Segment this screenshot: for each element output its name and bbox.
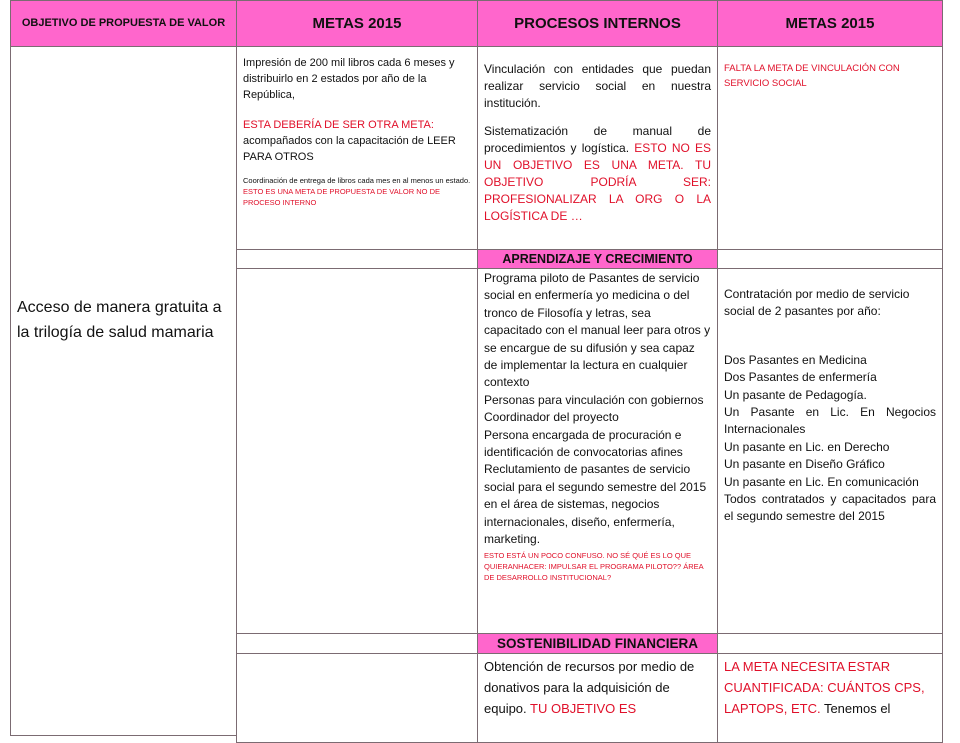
row1-metas-2	[717, 46, 943, 250]
objective-cell	[10, 46, 237, 736]
row2-meta-line: Un Pasante en Lic. En Negocios Internacionales	[724, 405, 936, 437]
header-metas-2-label: METAS 2015	[785, 15, 875, 32]
row2-meta-line: Un pasante en Lic. En comunicación	[724, 474, 919, 489]
row1-meta-b-note: ESTA DEBERÍA DE SER OTRA META:	[243, 119, 434, 131]
header-procesos	[477, 0, 718, 47]
header-metas-1-label: METAS 2015	[312, 15, 402, 32]
row2-metas-2	[717, 268, 943, 634]
header-objective-label: OBJETIVO DE PROPUESTA DE VALOR	[21, 17, 226, 29]
row1-meta-b-text: acompañados con la capacitación de LEER PARA OTROS	[243, 135, 456, 163]
header-objective	[10, 0, 237, 47]
row1-metas	[236, 46, 478, 250]
row3-meta-note: LA META NECESITA ESTAR CUANTIFICADA: CUÁNTOS CPS, LAPTOPS, ETC.	[724, 659, 925, 716]
row2-meta-intro: Contratación por medio de servicio social de 2 pasantes por año:	[724, 287, 910, 319]
row2-proc-line: Persona encargada de procuración e identificación de convocatorias afines	[484, 427, 683, 460]
row2-meta-line: Un pasante en Diseño Gráfico	[724, 457, 885, 472]
header-metas-2	[717, 0, 943, 47]
section-learning-right	[717, 249, 943, 269]
row1-procesos	[477, 46, 718, 250]
row1-meta-a: Impresión de 200 mil libros cada 6 meses y distribuirlo en 2 estados por año de la República,	[243, 57, 455, 101]
row2-proc-line: Coordinador del proyecto	[484, 410, 619, 425]
row2-proc-line: Reclutamiento de pasantes de servicio social para el segundo semestre del 2015 en el área de sistemas, negocios internacionales, diseño, enfermería, marketing.	[484, 462, 707, 547]
row3-meta	[718, 654, 942, 719]
row1-meta-c-text: Coordinación de entrega de libros cada mes en al menos un estado.	[243, 176, 471, 185]
section-finance-label: SOSTENIBILIDAD FINANCIERA	[496, 636, 698, 651]
row3-proc	[478, 654, 717, 719]
row2-meta-line: Todos contratados y capacitados para el segundo semestre del 2015	[724, 492, 936, 524]
section-learning-left	[236, 249, 478, 269]
header-metas-1	[236, 0, 478, 47]
row2-procesos	[477, 268, 718, 634]
row1-meta-c	[243, 175, 471, 208]
section-finance-left	[236, 633, 478, 654]
row3-procesos	[477, 653, 718, 743]
section-finance	[477, 633, 718, 654]
row2-proc-note: ESTO ESTÁ UN POCO CONFUSO. NO SÉ QUÉ ES LO QUE QUIERANHACER: IMPULSAR EL PROGRAMA PILOTO?? ÁREA DE DESARROLLO INSTITUCIONAL?	[484, 550, 704, 582]
row1-proc-b-text: Sistematización de manual de procedimientos y logística.	[484, 124, 711, 155]
row2-proc-line: Programa piloto de Pasantes de servicio social en enfermería yo medicina o del tronco de Filosofía y letras, sea capacitado con el manual leer para otros y se encargue de su difusión y sea capaz de implementar la lectura en cualquier contexto	[484, 271, 711, 390]
row1-proc-b-note: ESTO NO ES UN OBJETIVO ES UNA META. TU OBJETIVO PODRÍA SER: PROFESIONALIZAR LA ORG O LA LOGÍSTICA DE …	[484, 141, 712, 223]
row3-metas	[236, 653, 478, 743]
row1-proc-b	[484, 123, 711, 225]
row3-proc-text: Obtención de recursos por medio de donativos para la adquisición de equipo.	[484, 659, 695, 716]
row3-metas-2	[717, 653, 943, 743]
row2-metas	[236, 268, 478, 634]
section-learning	[477, 249, 718, 269]
row3-proc-note: TU OBJETIVO ES	[526, 701, 637, 716]
row1-meta2-note: FALTA LA META DE VINCULACIÓN CON SERVICIO SOCIAL	[724, 63, 900, 89]
section-learning-label: APRENDIZAJE Y CRECIMIENTO	[502, 252, 693, 266]
section-finance-right	[717, 633, 943, 654]
row1-proc-a: Vinculación con entidades que puedan realizar servicio social en nuestra institución.	[484, 62, 711, 110]
row1-meta-b	[243, 117, 471, 165]
row2-meta-line: Dos Pasantes de enfermería	[724, 370, 877, 385]
objective-text: Acceso de manera gratuita a la trilogía de salud mamaria	[17, 299, 222, 341]
row2-meta-line: Un pasante de Pedagogía.	[724, 387, 867, 402]
row2-meta-line: Dos Pasantes en Medicina	[724, 352, 867, 367]
row1-meta-c-note: ESTO ES UNA META DE PROPUESTA DE VALOR NO DE PROCESO INTERNO	[243, 187, 440, 207]
row2-proc-line: Personas para vinculación con gobiernos	[484, 392, 704, 407]
header-procesos-label: PROCESOS INTERNOS	[514, 15, 681, 32]
row2-meta-line: Un pasante en Lic. en Derecho	[724, 439, 890, 454]
row3-meta-text: Tenemos el	[820, 701, 891, 716]
